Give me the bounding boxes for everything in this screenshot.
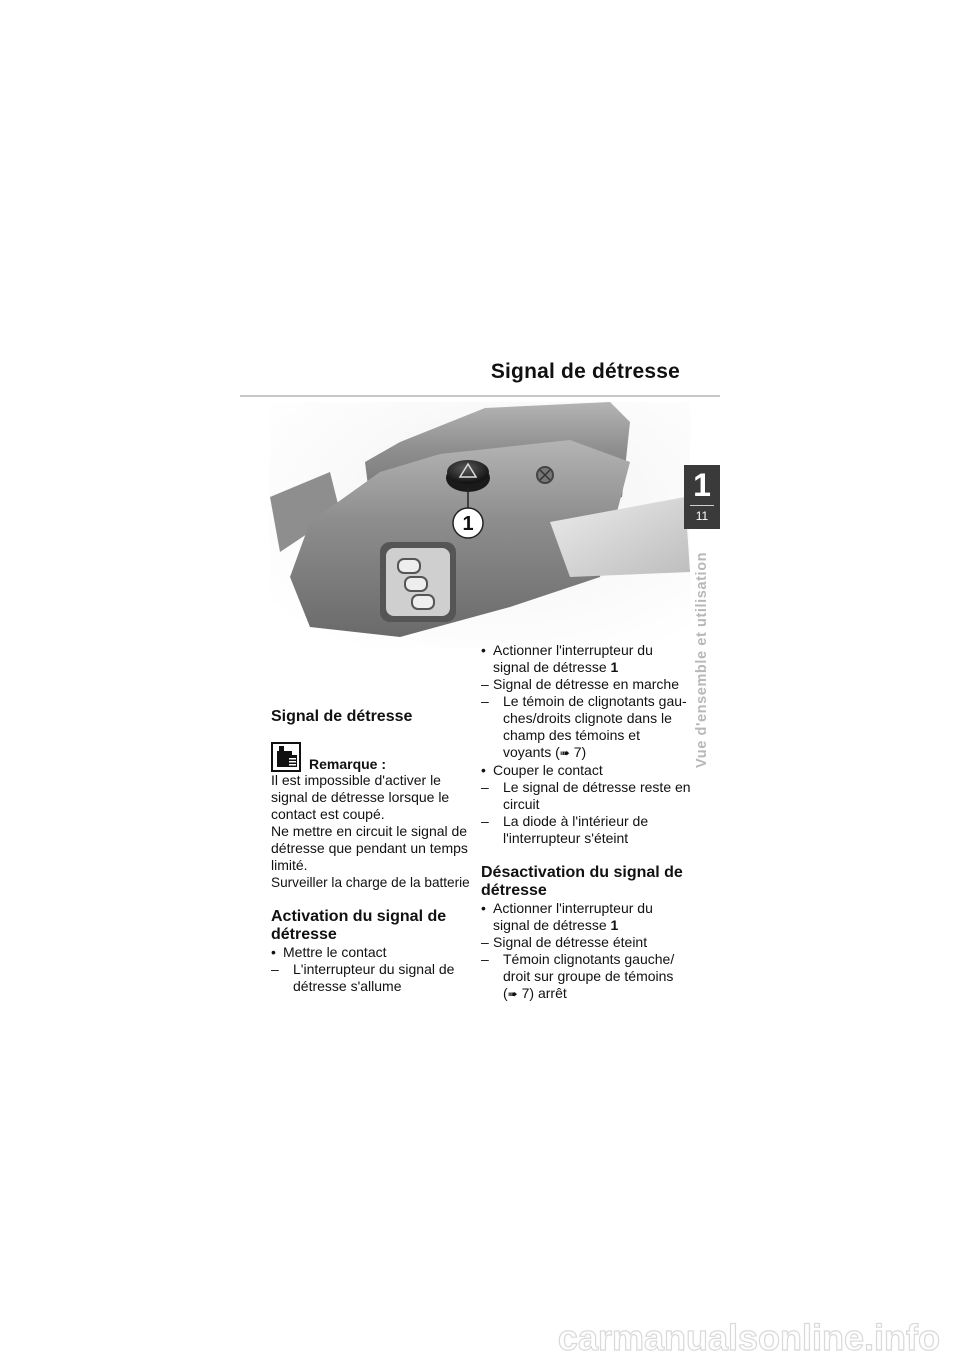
left-column: [271, 708, 476, 995]
list-item: – Le témoin de clignotants gau- ches/droits clignote dans le champ des témoins et voyants (➠ 7): [481, 693, 687, 760]
list-item: • Couper le contact: [481, 762, 603, 778]
deactivation-heading: Désactivation du signal de détresse: [481, 864, 683, 899]
chapter-number: 1: [693, 467, 711, 503]
note-line: limité.: [271, 857, 308, 873]
page-title: Signal de détresse: [490, 360, 680, 383]
list-item: – Le signal de détresse reste en circuit: [481, 779, 691, 812]
note-line: signal de détresse lorsque le: [271, 789, 450, 805]
reference-arrow-icon: ➠: [507, 987, 518, 1001]
chapter-tab-divider: [690, 505, 714, 506]
title-divider: [240, 395, 720, 397]
watermark-text: carmanualsonline.info: [557, 1317, 940, 1358]
section-heading: Signal de détresse: [271, 708, 413, 725]
activation-heading: Activation du signal de détresse: [271, 908, 447, 943]
page-number: 11: [695, 509, 709, 523]
note-line: Il est impossible d'activer le: [271, 772, 441, 788]
right-column: [481, 642, 691, 1003]
note-header: [271, 742, 476, 772]
callout-1: 1: [462, 513, 474, 535]
list-item: • Actionner l'interrupteur du signal de détresse 1: [481, 900, 653, 933]
note-line: détresse que pendant un temps: [271, 840, 468, 856]
list-item: • Actionner l'interrupteur du signal de détresse 1: [481, 642, 653, 675]
list-item: – La diode à l'intérieur de l'interrupteur s'éteint: [481, 813, 649, 846]
note-line: contact est coupé.: [271, 806, 385, 822]
list-item: – Signal de détresse en marche: [481, 676, 679, 692]
reference-arrow-icon: ➠: [559, 746, 570, 760]
note-label: Remarque :: [309, 756, 387, 772]
handlebar-switch-photo: [270, 402, 690, 648]
list-item: – Témoin clignotants gauche/ droit sur groupe de témoins (➠ 7) arrêt: [481, 951, 675, 1001]
note-icon: [271, 742, 301, 772]
chapter-title: Vue d'ensemble et utilisation: [694, 551, 710, 768]
note-line: Surveiller la charge de la batterie: [271, 875, 470, 890]
list-item: – L'interrupteur du signal de détresse s'allume: [271, 961, 455, 994]
list-item: – Signal de détresse éteint: [481, 934, 648, 950]
note-line: Ne mettre en circuit le signal de: [271, 823, 468, 839]
watermark: [0, 1310, 960, 1358]
list-item: • Mettre le contact: [271, 944, 387, 960]
